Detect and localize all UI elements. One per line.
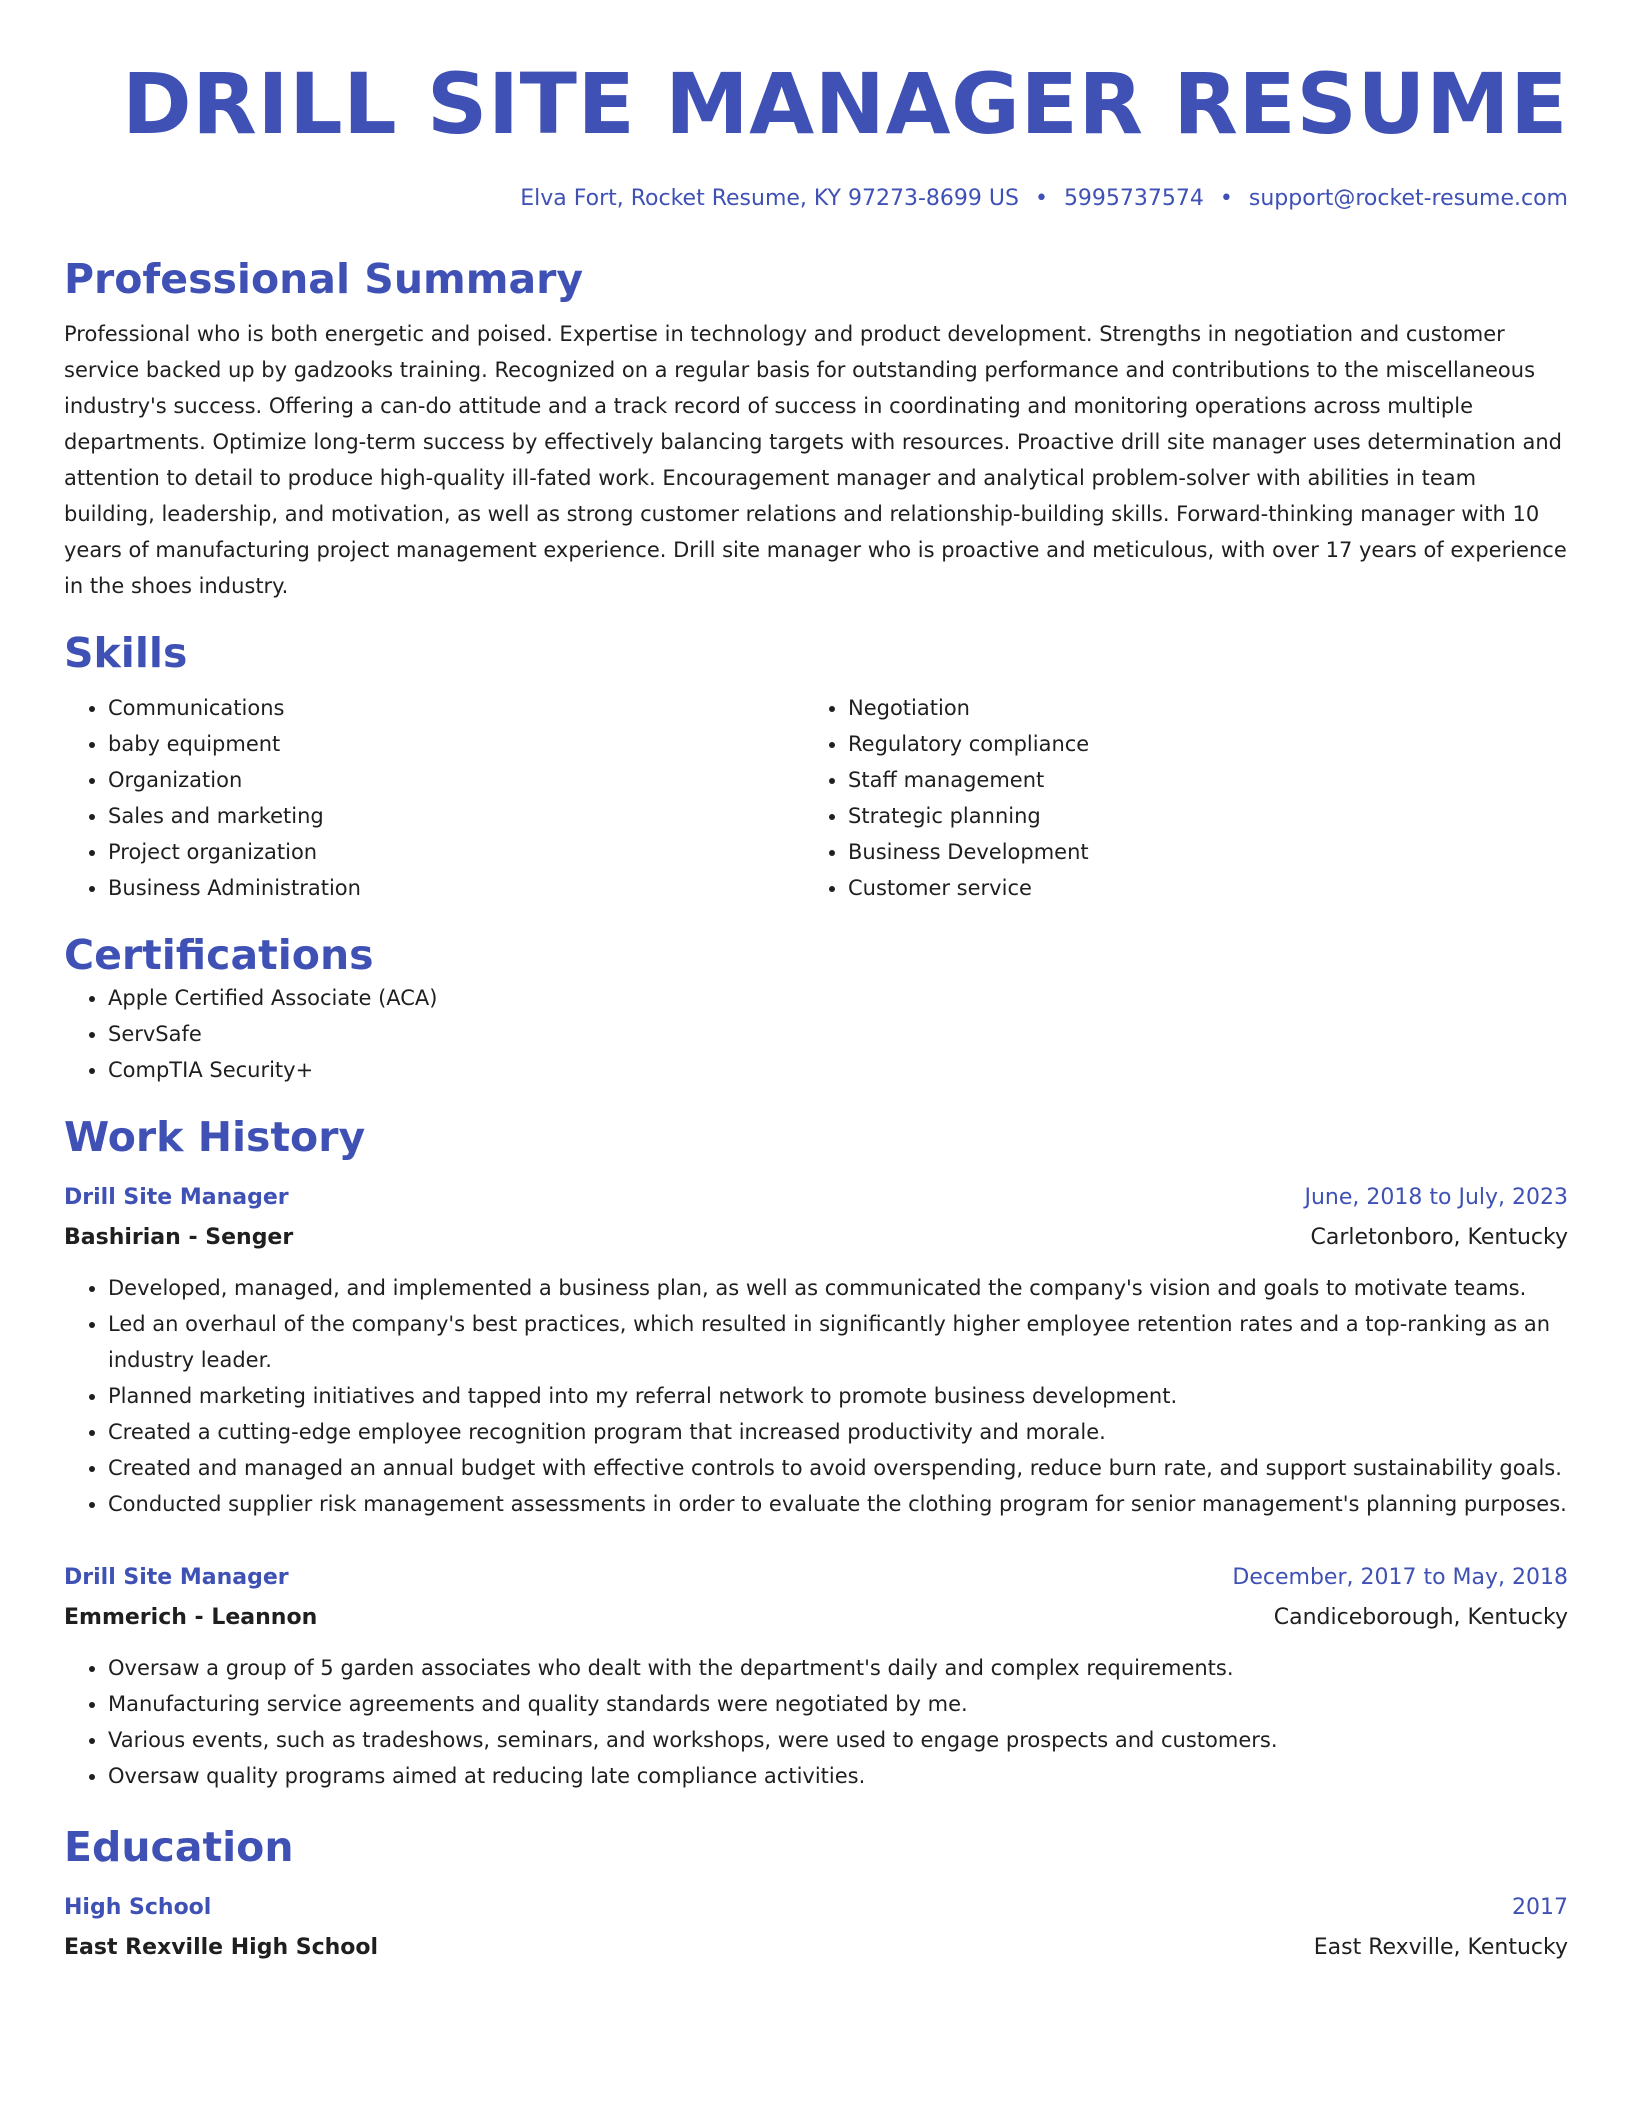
job-bullet: • Oversaw a group of 5 garden associates who dealt with the department's daily and complex requirements.: [108, 1650, 1568, 1686]
job-entry: [64, 1558, 1568, 1794]
skill-item: • Strategic planning: [848, 798, 1544, 834]
skill-item: • Organization: [108, 762, 804, 798]
skill-item: • Business Development: [848, 834, 1544, 870]
job-bullet: • Led an overhaul of the company's best practices, which resulted in significantly higher employee retention rates and a top-ranking as an industry leader.: [108, 1306, 1568, 1378]
job-header-row: [64, 1178, 1568, 1218]
contact-line: [64, 184, 1568, 214]
skill-item: • Project organization: [108, 834, 804, 870]
education-location: East Rexville, Kentucky: [1313, 1935, 1568, 1960]
skill-item: • baby equipment: [108, 726, 804, 762]
skill-item: • Staff management: [848, 762, 1544, 798]
separator-dot: •: [1034, 186, 1048, 211]
skills-heading: Skills: [64, 629, 188, 677]
job-bullet: • Conducted supplier risk management assessments in order to evaluate the clothing program for senior management's planning purposes.: [108, 1486, 1568, 1522]
job-dates: December, 2017 to May, 2018: [1232, 1565, 1568, 1590]
job-location: Candiceborough, Kentucky: [1273, 1605, 1568, 1630]
education-heading: Education: [64, 1823, 294, 1871]
skill-item: • Communications: [108, 690, 804, 726]
skills-column-right: [804, 690, 1544, 906]
education-entry: [64, 1888, 1568, 1968]
education-school-row: [64, 1928, 1568, 1968]
job-company: Emmerich - Leannon: [64, 1605, 318, 1630]
job-bullet: • Various events, such as tradeshows, seminars, and workshops, were used to engage prospects and customers.: [108, 1722, 1568, 1758]
job-entry: [64, 1178, 1568, 1522]
education-year: 2017: [1512, 1895, 1568, 1920]
separator-dot: •: [1219, 186, 1233, 211]
summary-text: Professional who is both energetic and poised. Expertise in technology and product development. Strengths in negotiation and customer service backed up by gadzooks training. Recognized on a regular basis for outstanding performance and contributions to the miscellaneous industry's success. Offering a can-do attitude and a track record of success in coordinating and monitoring operations across multiple departments. Optimize long-term success by effectively balancing targets with resources. Proactive drill site manager uses determination and attention to detail to produce high-quality ill-fated work. Encouragement manager and analytical problem-solver with abilities in team building, leadership, and motivation, as well as strong customer relations and relationship-building skills. Forward-thinking manager with 10 years of manufacturing project management experience. Drill site manager who is proactive and meticulous, with over 17 years of experience in the shoes industry.: [64, 322, 1567, 598]
certification-item: • CompTIA Security+: [108, 1052, 1568, 1088]
job-company: Bashirian - Senger: [64, 1225, 294, 1250]
certifications-list: [64, 980, 1568, 1088]
skills-list-left: [64, 690, 804, 906]
skill-item: • Negotiation: [848, 690, 1544, 726]
resume-title: DRILL SITE MANAGER RESUME: [121, 55, 1568, 153]
job-company-row: [64, 1218, 1568, 1258]
skill-item: • Regulatory compliance: [848, 726, 1544, 762]
job-company-row: [64, 1598, 1568, 1638]
skill-item: • Customer service: [848, 870, 1544, 906]
education-header-row: [64, 1888, 1568, 1928]
certifications-heading: Certifications: [64, 931, 374, 979]
job-bullet: • Manufacturing service agreements and quality standards were negotiated by me.: [108, 1686, 1568, 1722]
skill-item: • Sales and marketing: [108, 798, 804, 834]
certification-item: • Apple Certified Associate (ACA): [108, 980, 1568, 1016]
job-bullets: [64, 1270, 1568, 1522]
job-dates: June, 2018 to July, 2023: [1304, 1185, 1568, 1210]
contact-address: Elva Fort, Rocket Resume, KY 97273-8699 US: [520, 186, 1019, 211]
skills-grid: [64, 690, 1568, 906]
job-bullet: • Developed, managed, and implemented a business plan, as well as communicated the company's vision and goals to motivate teams.: [108, 1270, 1568, 1306]
contact-phone: 5995737574: [1063, 186, 1204, 211]
summary-heading: Professional Summary: [64, 255, 584, 303]
job-header-row: [64, 1558, 1568, 1598]
job-bullets: [64, 1650, 1568, 1794]
education-school: East Rexville High School: [64, 1935, 379, 1960]
skills-column-left: [64, 690, 804, 906]
job-location: Carletonboro, Kentucky: [1310, 1225, 1568, 1250]
job-bullet: • Oversaw quality programs aimed at reducing late compliance activities.: [108, 1758, 1568, 1794]
job-bullet: • Created and managed an annual budget with effective controls to avoid overspending, reduce burn rate, and support sustainability goals.: [108, 1450, 1568, 1486]
education-degree: High School: [64, 1895, 212, 1920]
job-bullet: • Created a cutting-edge employee recognition program that increased productivity and morale.: [108, 1414, 1568, 1450]
job-bullet: • Planned marketing initiatives and tapped into my referral network to promote business development.: [108, 1378, 1568, 1414]
skill-item: • Business Administration: [108, 870, 804, 906]
job-title: Drill Site Manager: [64, 1565, 289, 1590]
skills-list-right: [804, 690, 1544, 906]
certification-item: • ServSafe: [108, 1016, 1568, 1052]
contact-email: support@rocket-resume.com: [1248, 186, 1568, 211]
work-history-heading: Work History: [64, 1113, 366, 1161]
job-title: Drill Site Manager: [64, 1185, 289, 1210]
